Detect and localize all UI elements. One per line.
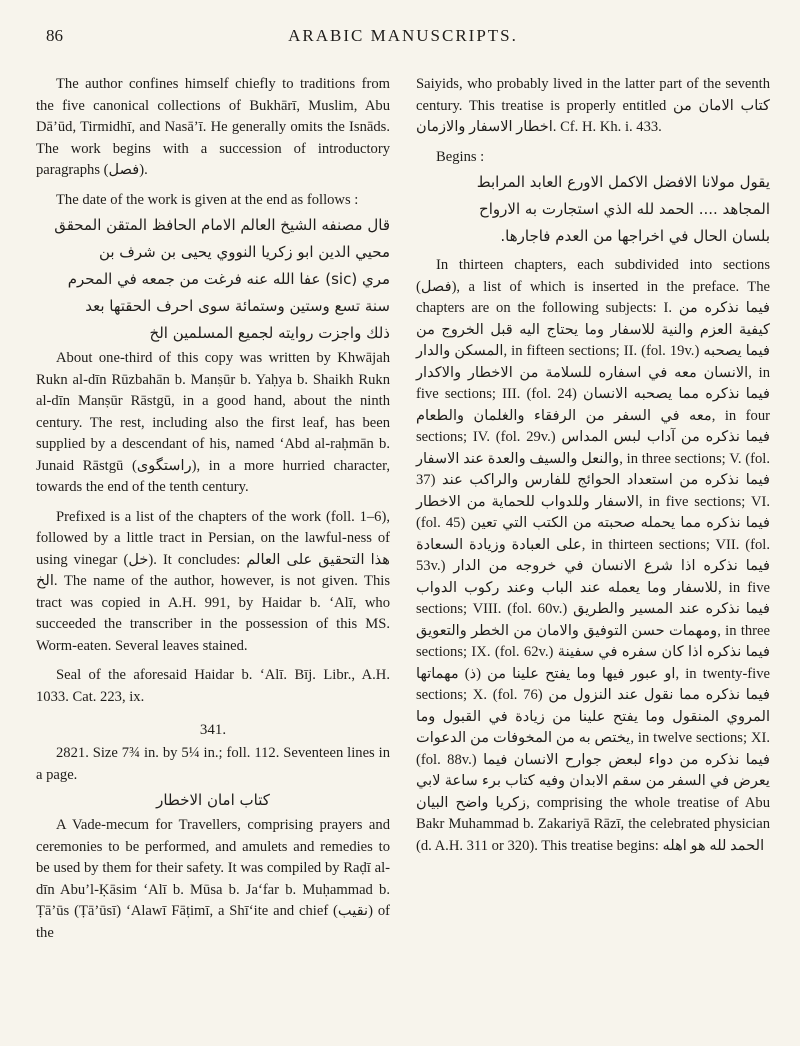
arabic-line: يقول مولانا الافضل الاكمل الاورع العابد المرابط xyxy=(476,173,770,191)
left-paragraph-4: Prefixed is a list of the chapters of the work (foll. 1–6), followed by a little tract in Persian, on the lawful-ness of using vinegar (خل). It concludes: هذا التحقيق على العالم الخ. The name of the author, however, is not given. This tract was copied in A.H. 991, by Haidar b. ‘Alī, who succeeded the transcriber in the possession of this MS. Worm-eaten. Several leaves stained. xyxy=(36,508,390,654)
arabic-incipit xyxy=(416,170,770,249)
left-paragraph-3: About one-third of this copy was written by Khwājah Rukn al-dīn Rūzbahān b. Manṣūr b. Yaḥya b. Shaikh Rukn al-dīn Manṣūr Rāstgū, in a good hand, about the ninth century. The rest, including also the first leaf, has been supplied by a descendant of his, named ‘Abd al-raḥmān b. Junaid Rāstgū (راستگوی), in a more hurried character, towards the end of the tenth century. xyxy=(36,350,390,495)
entry-number: 341. xyxy=(199,722,227,738)
seal-note: Seal of the aforesaid Haidar b. ‘Alī. Bīj. Libr., A.H. 1033. Cat. 223, ix. xyxy=(36,667,390,705)
right-column xyxy=(416,74,770,944)
right-paragraph-1: Saiyids, who probably lived in the latter part of the seventh century. This treatise is properly entitled كتاب الامان من اخطار الاسفار والازمان. Cf. H. Kh. i. 433. xyxy=(416,76,770,135)
arabic-line: قال مصنفه الشيخ العالم الامام الحافظ المتقن المحقق xyxy=(54,216,390,234)
page-number: 86 xyxy=(46,26,63,45)
left-column xyxy=(36,74,390,944)
right-paragraph-2: In thirteen chapters, each subdivided into sections (فصل), a list of which is inserted in the preface. The chapters are on the following subjects: I. فيما نذكره من كيفية العزم والنية للاسفار وما يحتاج اليه قبل الخروج من المسكن والدار, in fifteen sections; II. (fol. 19v.) فيما يصحبه الانسان معه في اسفاره للسلامة من الاخطار والاكدار, in five sections; III. (fol. 24) فيما نذكره مما يصحبه الانسان معه في السفر من الرفقاء والغلمان والطعام, in four sections; IV. (fol. 29v.) فيما نذكره من آداب لبس المداس والنعل والسيف والعدة عند الاسفار, in three sections; V. (fol. 37) فيما نذكره من استعداد الحوائج للفارس والراكب عند الاسفار وللدواب للحماية من الاخطار, in five sections; VI. (fol. 45) فيما نذكره مما يحمله صحبته من الكتب التي تعين على العبادة وزيادة السعادة, in thirteen sections; VII. (fol. 53v.) فيما نذكره اذا شرع الانسان في خروجه من الدار للاسفار وما يعمله عند الباب وعند ركوب الدواب, in five sections; VIII. (fol. 60v.) فيما نذكره عند المسير والطريق ومهمات حسن التوفيق والامان من الخطر والتعويق, in three sections; IX. (fol. 62v.) فيما نذكره اذا كان سفره في سفينة او عبور فيها وما يفتح علينا من (ذ) مهماتها, in twenty-five sections; X. (fol. 76) فيما نذكره مما نقول عند النزول من المروي المنقول وما يفتح علينا من زيادة في القبول وما يختص به من المخوفات من الدعوات, in twelve sections; XI. (fol. 88v.) فيما نذكره من دواء لبعض جوارح الانسان فيما يعرض في السفر من سقم الابدان وفيه كتاب برء ساعة لابي زكريا واضح البيان, comprising the whole treatise of Abu Bakr Muhammad b. Zakariyā Rāzī, the celebrated physician (d. A.H. 311 or 320). This treatise begins: الحمد لله هو اهله xyxy=(416,257,771,854)
left-paragraph-1: The author confines himself chiefly to traditions from the five canonical collections of Bukhārī, Muslim, Abu Dā’ūd, Tirmidhī, and Nasā’ī. He generally omits the Isnāds. The work begins with a succession of introductory paragraphs (فصل). xyxy=(36,76,390,178)
arabic-title: كتاب امان الاخطار xyxy=(156,791,270,809)
left-paragraph-6: A Vade-mecum for Travellers, comprising prayers and ceremonies to be performed, and amulets and remedies to be used by them for their safety. It was compiled by Raḍī al-dīn Abu’l-Ḳāsim ‘Alī b. Mūsa b. Ja‘far b. Muḥammad b. Ṭā’ūs (Ṭā’ūsī) ‘Alawī Fāṭimī, a Shī‘ite and chief (نقيب) of the xyxy=(36,817,390,941)
entry-description: 2821. Size 7¾ in. by 5¼ in.; foll. 112. Seventeen lines in a page. xyxy=(36,745,390,783)
arabic-line: مري (sic) عفا الله عنه فرغت من جمعه في المحرم xyxy=(67,270,390,288)
arabic-line: محيي الدين ابو زكريا النووي يحيى بن شرف بن xyxy=(98,243,390,261)
arabic-line: ذلك واجزت روايته لجميع المسلمين الخ xyxy=(149,324,390,342)
two-column-body xyxy=(36,74,770,944)
arabic-line: سنة تسع وستين وستمائة سوى احرف الحقتها بعد xyxy=(85,297,390,315)
begins-label: Begins : xyxy=(436,148,485,165)
header-title: ARABIC MANUSCRIPTS. xyxy=(288,26,518,45)
arabic-line: المجاهد .... الحمد لله الذي استجارت به الارواح xyxy=(479,200,770,218)
arabic-line: بلسان الحال في اخراجها من العدم فاجارها. xyxy=(500,227,770,245)
arabic-colophon xyxy=(36,213,390,346)
left-paragraph-2: The date of the work is given at the end as follows : xyxy=(56,191,359,208)
running-head xyxy=(36,20,770,52)
